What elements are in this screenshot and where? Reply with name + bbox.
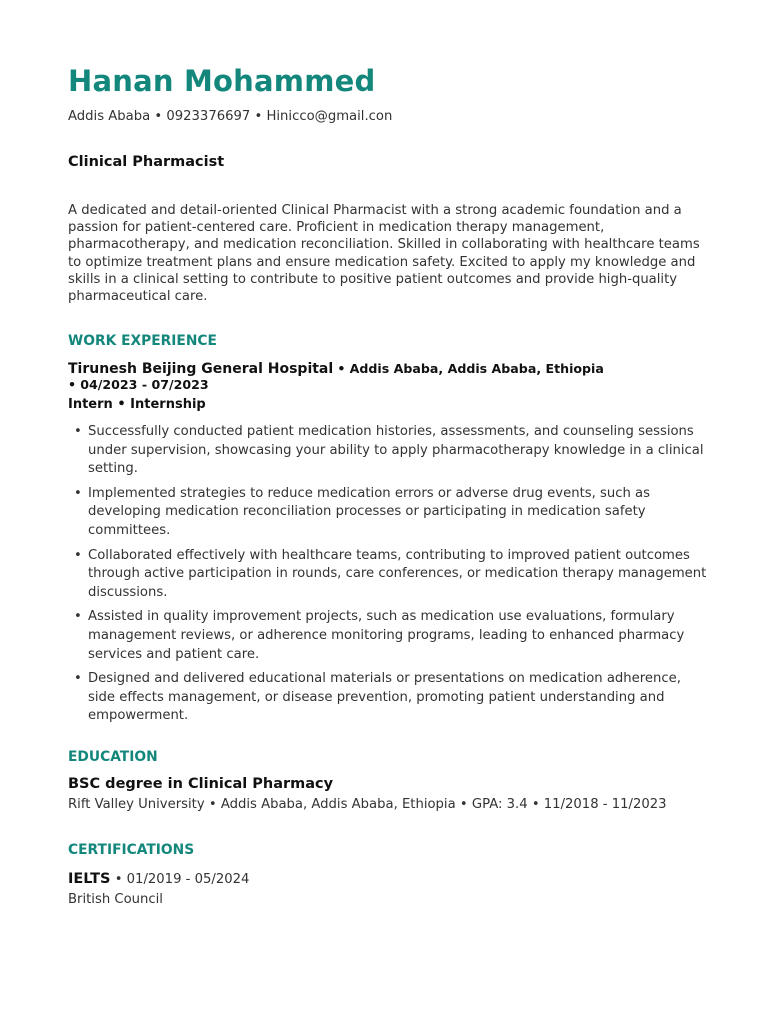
job-role-line (68, 397, 206, 412)
separator: • (531, 797, 540, 812)
certifications-heading: CERTIFICATIONS (68, 842, 195, 858)
separator: • (117, 397, 126, 412)
contact-phone: 0923376697 (166, 109, 251, 124)
bullet-item: • Designed and delivered educational materials or presentations on medication adherence, side effects management, or disease prevention, promoting patient understanding and empowerment. (68, 670, 708, 726)
certification-dates: 01/2019 - 05/2024 (126, 872, 250, 887)
work-experience-heading: WORK EXPERIENCE (68, 333, 217, 349)
separator: • (459, 797, 468, 812)
job-bullets (68, 423, 708, 732)
contact-line (68, 109, 392, 124)
bullet-item: • Successfully conducted patient medication histories, assessments, and counseling sessions under supervision, showcasing your ability to apply pharmacotherapy knowledge in a clinical setting. (68, 423, 708, 479)
education-dates: 11/2018 - 11/2023 (543, 797, 667, 812)
separator: • (154, 109, 163, 124)
job-dates: 04/2023 - 07/2023 (80, 377, 209, 392)
education-location: Addis Ababa, Addis Ababa, Ethiopia (220, 797, 456, 812)
certification-item (68, 871, 249, 887)
separator: • (208, 797, 217, 812)
education-school: Rift Valley University (68, 797, 205, 812)
certification-name: IELTS (68, 871, 111, 887)
job-location: Addis Ababa, Addis Ababa, Ethiopia (349, 361, 604, 376)
bullet-item: • Collaborated effectively with healthcare teams, contributing to improved patient outcomes through active participation in rounds, care conferences, or medication therapy management discussions. (68, 547, 708, 603)
separator: • (337, 361, 346, 376)
job-role: Intern (68, 397, 113, 412)
separator: • (254, 109, 263, 124)
professional-summary: A dedicated and detail-oriented Clinical Pharmacist with a strong academic foundation and a passion for patient-centered care. Proficient in medication therapy management, pharmacotherapy, and medication reconciliation. Skilled in collaborating with healthcare teams to optimize treatment plans and ensure medication safety. Excited to apply my knowledge and skills in a clinical setting to contribute to positive patient outcomes and provide high-quality pharmaceutical care. (68, 203, 700, 305)
education-heading: EDUCATION (68, 749, 158, 765)
contact-location: Addis Ababa (68, 109, 151, 124)
job-header (68, 361, 608, 393)
job-type: Internship (130, 397, 206, 412)
separator: • (68, 377, 77, 392)
job-title: Clinical Pharmacist (68, 154, 225, 170)
education-details (68, 797, 667, 812)
bullet-item: • Implemented strategies to reduce medication errors or adverse drug events, such as developing medication reconciliation processes or participating in medication safety committees. (68, 485, 708, 541)
candidate-name: Hanan Mohammed (68, 64, 376, 98)
contact-email[interactable]: Hinicco@gmail.con (266, 109, 393, 124)
education-gpa: GPA: 3.4 (471, 797, 528, 812)
education-degree: BSC degree in Clinical Pharmacy (68, 776, 334, 792)
bullet-item: • Assisted in quality improvement projects, such as medication use evaluations, formulary management reviews, or adherence monitoring programs, leading to enhanced pharmacy services and patient care. (68, 608, 708, 664)
certification-issuer: British Council (68, 892, 163, 907)
job-organization: Tirunesh Beijing General Hospital (68, 361, 334, 377)
separator: • (114, 872, 123, 887)
